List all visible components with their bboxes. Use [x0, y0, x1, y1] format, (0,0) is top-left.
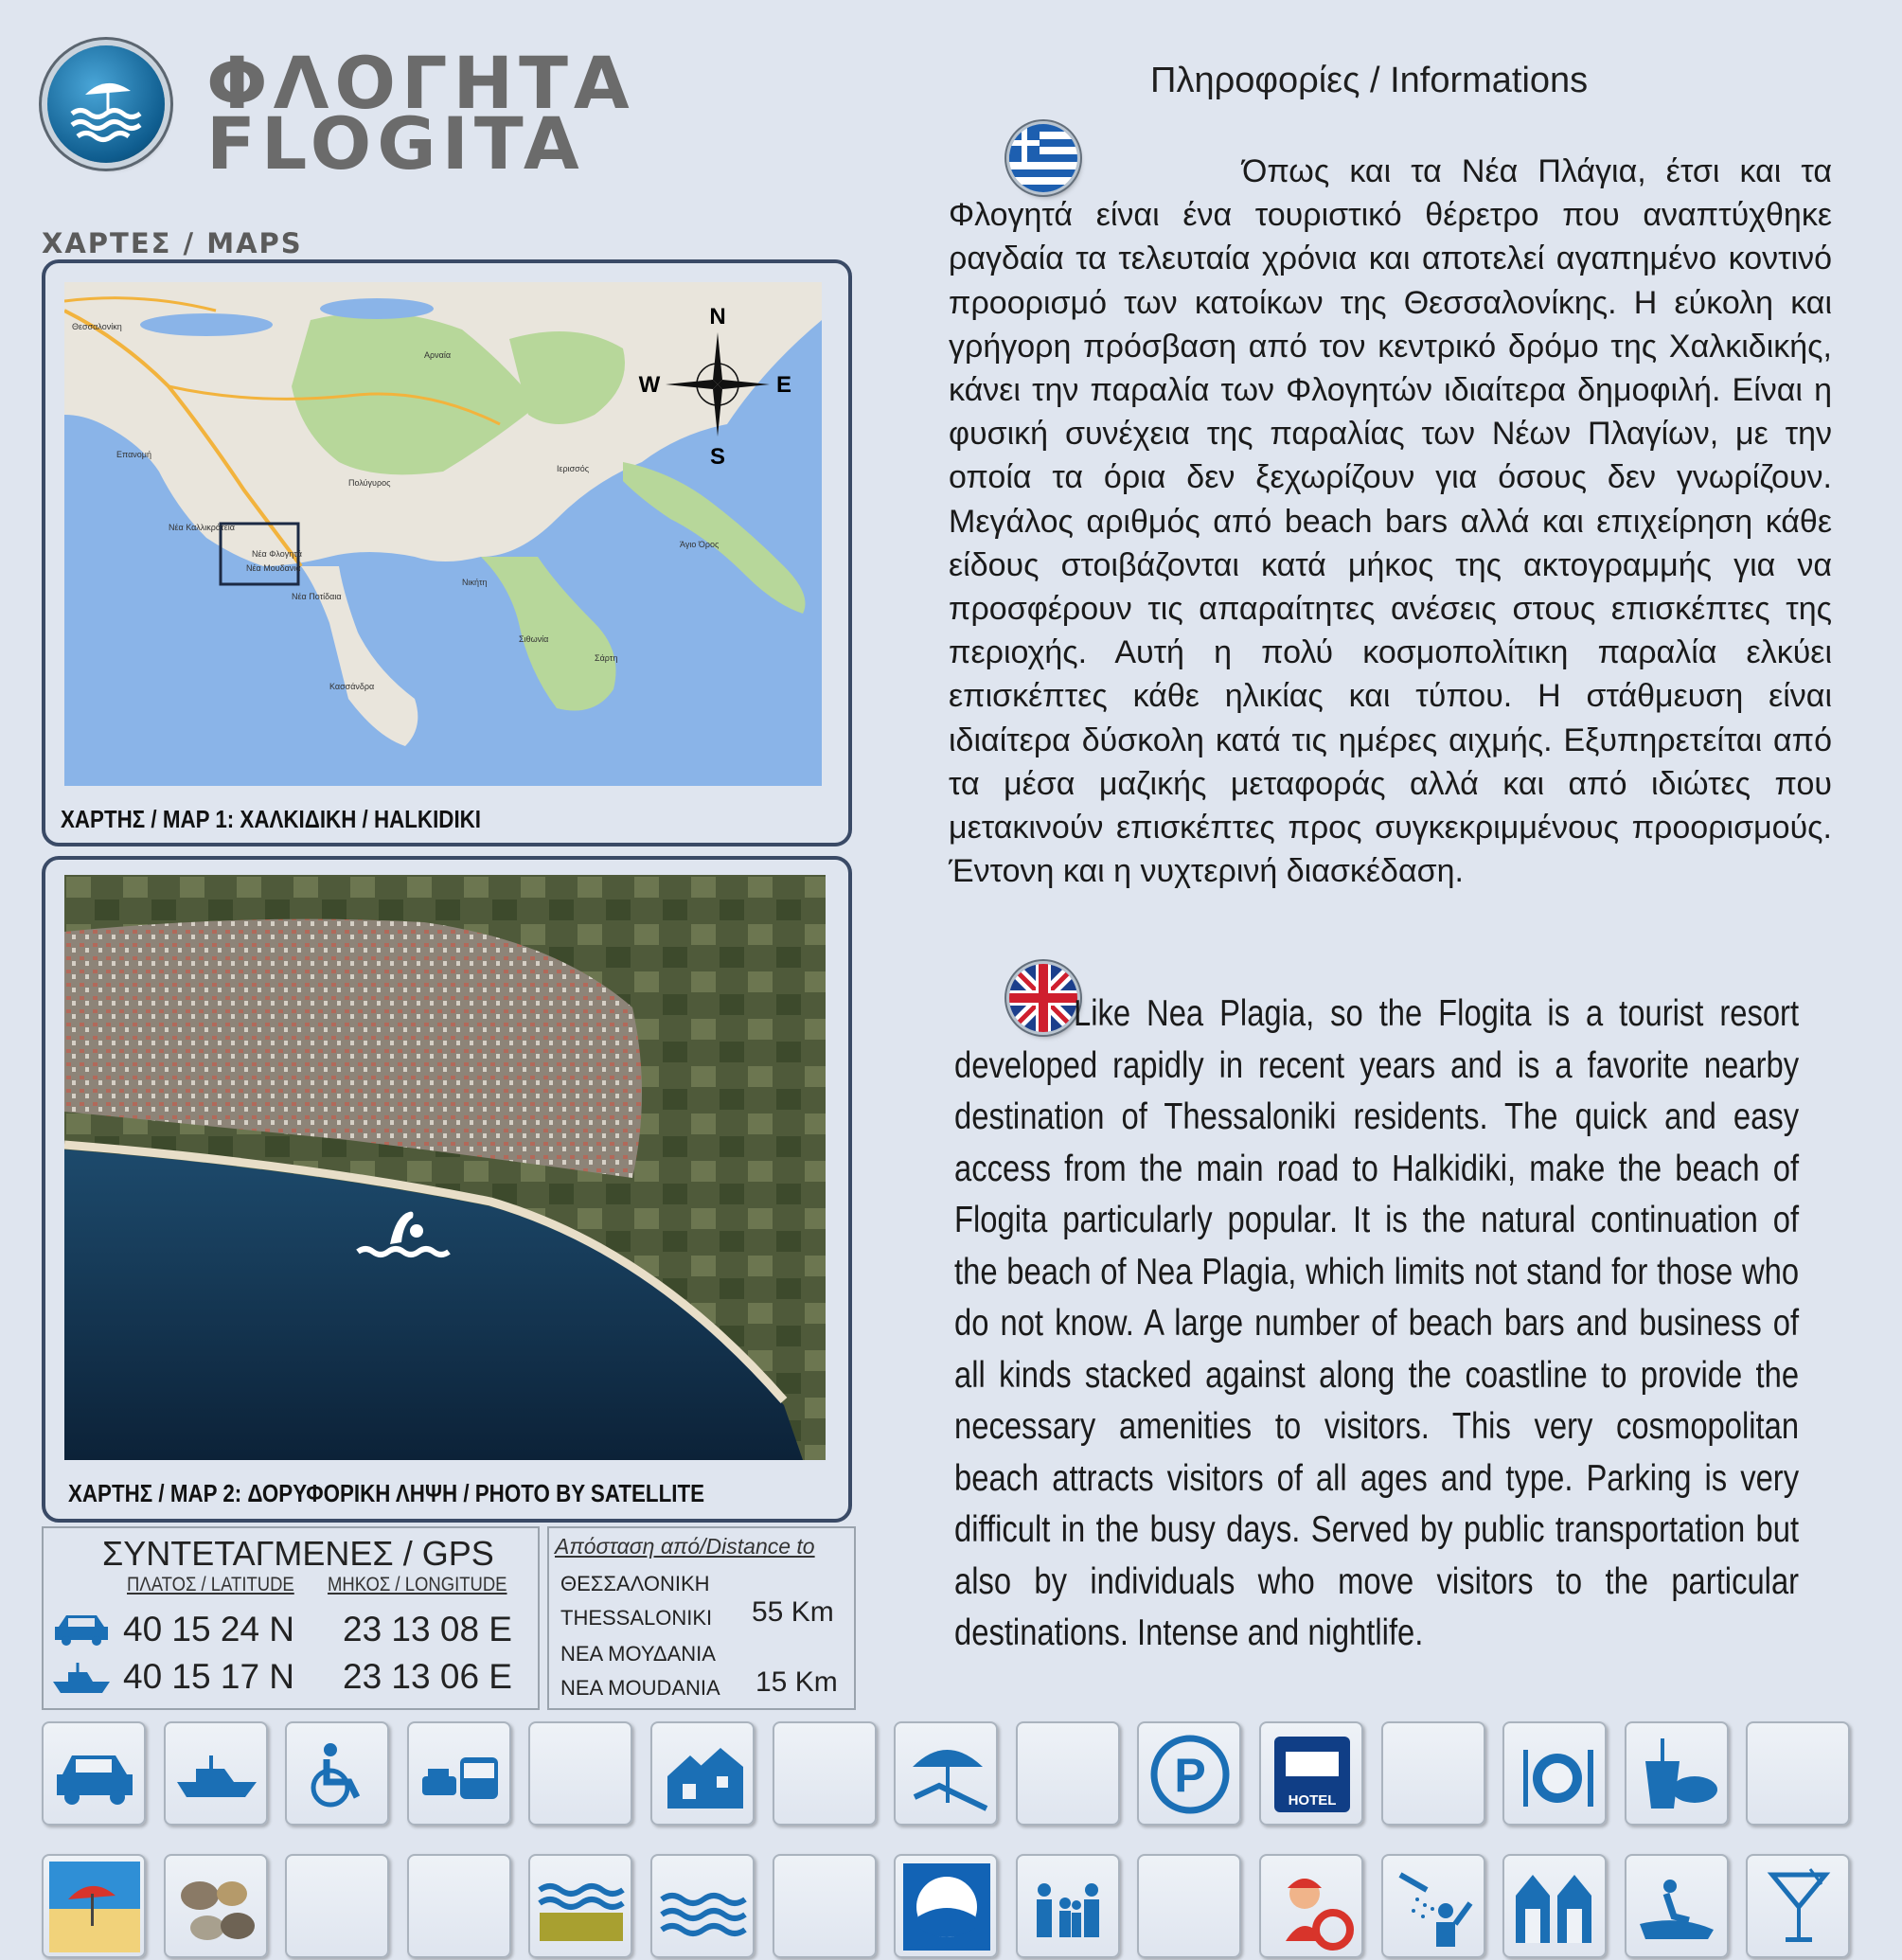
map1-panel [42, 259, 852, 846]
hotel-icon [1267, 1729, 1358, 1820]
jet-ski-tile [1625, 1854, 1729, 1958]
shower-tile [1381, 1854, 1485, 1958]
svg-text:P: P [1174, 1749, 1207, 1802]
shallow-water-icon [536, 1862, 627, 1952]
empty-tile [285, 1854, 389, 1958]
parking-tile [1137, 1721, 1241, 1826]
map-label: Νέα Καλλικράτεια [169, 523, 235, 532]
empty-tile [1137, 1854, 1241, 1958]
gps-title: ΣΥΝΤΕΤΑΓΜΕΝΕΣ / GPS [102, 1534, 494, 1573]
map-label: Σιθωνία [519, 634, 549, 644]
latitude-value-car: 40 15 24 N [123, 1610, 295, 1648]
car-icon [51, 1610, 112, 1648]
compass-e: E [775, 372, 792, 398]
cocktail-bar-tile [1746, 1854, 1850, 1958]
halkidiki-map[interactable] [64, 282, 822, 786]
longitude-label: ΜΗΚΟΣ / LONGITUDE [328, 1574, 507, 1595]
car-icon [49, 1729, 140, 1820]
distance-city-english: THESSALONIKI [560, 1606, 713, 1630]
empty-tile [1746, 1721, 1850, 1826]
longitude-value-car: 23 13 08 E [343, 1610, 512, 1648]
map-label: Επανομή [116, 450, 151, 459]
fast-food-tile [1625, 1721, 1729, 1826]
sandy-beach-icon [49, 1862, 140, 1952]
distance-city-greek: ΘΕΣΣΑΛΟΝΙΚΗ [560, 1572, 710, 1595]
umbrella-sunbed-icon [901, 1729, 992, 1820]
wheelchair-icon [293, 1729, 383, 1820]
parking-icon [1145, 1729, 1235, 1820]
lifeguard-icon [1267, 1862, 1358, 1952]
fast-food-icon [1632, 1729, 1723, 1820]
changing-cabins-tile [1502, 1854, 1607, 1958]
deep-water-icon [658, 1862, 749, 1952]
satellite-photo[interactable] [64, 875, 826, 1460]
shallow-water-tile [528, 1854, 632, 1958]
info-title: Πληροφορίες / Informations [1150, 61, 1589, 100]
map-label: Αρναία [424, 350, 452, 360]
greek-description: Όπως και τα Νέα Πλάγια, έτσι και τα Φλογητά είναι ένα τουριστικό θέρετρο που αναπτύχθηκε ραγδαία τα τελευταία χρόνια και αποτελεί αγαπημένο κοντινό προορισμό των κατοίκων της Θεσσαλονίκης. Η εύκολη και γρήγορη πρόσβαση από τον κεντρικό δρόμο της Χαλκιδικής, κάνει την παραλία των Φλογητών ιδιαίτερα δημοφιλή. Είναι η φυσική συνέχεια της παραλίας των Νέων Πλαγίων, με την οποία τα όρια δεν ξεχωρίζουν για όσους δεν γνωρίζουν. Μεγάλος αριθμός από beach bars αλλά και επιχείρηση κάθε είδους στοιβάζονται κατά μήκος της ακτογραμμής για να προσφέρουν τις απαραίτητες ανέσεις στους επισκέπτες της περιοχής. Αυτή η πολύ κοσμοπολίτικη παραλία ελκύει επισκέπτες κάθε ηλικίας και τύπου. Η στάθμευση είναι ιδιαίτερα δύσκολη κατά τις ημέρες αιχμής. Εξυπηρετείται από τα μέσα μαζικής μεταφοράς αλλά και από ιδιώτες που μετακινούν επισκέπτες προς συγκεκριμμένους προορισμούς. Έντονη και η νυχτερινή διασκέδαση. [949, 153, 1832, 890]
title-latin: FLOGITA [206, 101, 585, 186]
jet-ski-icon [1632, 1862, 1723, 1952]
map-label: Νικήτη [462, 578, 488, 587]
map2-caption: ΧΑΡΤΗΣ / MAP 2: ΔΟΡΥΦΟΡΙΚΗ ΛΗΨΗ / PHOTO BY SATELLITE [68, 1479, 705, 1507]
boat-tile [164, 1721, 268, 1826]
wheelchair-tile [285, 1721, 389, 1826]
boat-icon [171, 1729, 262, 1820]
logo-icon [47, 45, 165, 163]
map-label: Ιερισσός [557, 464, 590, 473]
umbrella-sunbed-tile [894, 1721, 998, 1826]
family-tile [1016, 1854, 1120, 1958]
empty-tile [407, 1854, 511, 1958]
empty-tile [1381, 1721, 1485, 1826]
map1-caption: ΧΑΡΤΗΣ / MAP 1: ΧΑΛΚΙΔΙΚΗ / HALKIDIKI [61, 805, 482, 833]
restaurant-tile [1502, 1721, 1607, 1826]
latitude-label: ΠΛΑΤΟΣ / LATITUDE [127, 1574, 294, 1595]
compass-n: N [709, 304, 726, 330]
svg-text:HOTEL: HOTEL [1288, 1792, 1337, 1809]
distance-km: 55 Km [752, 1596, 834, 1628]
boat-icon [51, 1659, 112, 1697]
pebbles-tile [164, 1854, 268, 1958]
taxi-bus-tile [407, 1721, 511, 1826]
blue-flag-icon [901, 1862, 992, 1952]
map-label: Νέα Φλογητά [252, 549, 302, 559]
shower-icon [1389, 1862, 1480, 1952]
car-tile [42, 1721, 146, 1826]
empty-tile [528, 1721, 632, 1826]
houses-tile [650, 1721, 755, 1826]
family-icon [1023, 1862, 1114, 1952]
pebbles-icon [171, 1862, 262, 1952]
latitude-value-boat: 40 15 17 N [123, 1657, 295, 1696]
distance-city-english: ΝΕΑ MOUDANIA [560, 1676, 720, 1700]
map-label: Άγιο Όρος [680, 540, 720, 549]
restaurant-icon [1510, 1729, 1601, 1820]
map-label: Νέα Ποτίδαια [292, 592, 342, 601]
title-greek: ΦΛΟΓΗΤΑ [206, 41, 635, 125]
houses-icon [658, 1729, 749, 1820]
distance-city-greek: ΝΕΑ ΜΟΥΔΑΝΙΑ [560, 1642, 716, 1666]
distance-km: 15 Km [755, 1666, 838, 1698]
changing-cabins-icon [1510, 1862, 1601, 1952]
map-label: Πολύγυρος [348, 478, 391, 488]
taxi-bus-icon [415, 1729, 506, 1820]
hotel-tile [1259, 1721, 1363, 1826]
map-label: Κασσάνδρα [329, 682, 375, 691]
cocktail-bar-icon [1753, 1862, 1844, 1952]
empty-tile [773, 1721, 877, 1826]
map-label: Νέα Μουδανιά [246, 563, 301, 573]
lifeguard-tile [1259, 1854, 1363, 1958]
compass-s: S [709, 444, 726, 470]
distance-heading: Απόσταση από/Distance to [555, 1534, 815, 1559]
maps-heading: ΧΑΡΤΕΣ / MAPS [42, 227, 303, 259]
map-label: Θεσσαλονίκη [72, 322, 122, 331]
english-description: Like Nea Plagia, so the Flogita is a tourist resort developed rapidly in recent years and is a favorite nearby destination of Thessaloniki residents. The quick and easy access from the main road to Halkidiki, make the beach of Flogita particularly popular. It is the natural continuation of the beach of Nea Plagia, which limits not stand for those who do not know. A large number of beach bars and business of all kinds stacked against along the coastline to provide the necessary amenities to visitors. This very cosmopolitan beach attracts visitors of all ages and type. Parking is very difficult in the busy days. Served by public transportation but also by individuals who move visitors to the particular destinations. Intense and nightlife. [954, 993, 1800, 1653]
blue-flag-tile [894, 1854, 998, 1958]
map2-panel [42, 856, 852, 1523]
map-label: Σάρτη [595, 653, 618, 663]
longitude-value-boat: 23 13 06 E [343, 1657, 512, 1696]
deep-water-tile [650, 1854, 755, 1958]
sandy-beach-tile [42, 1854, 146, 1958]
empty-tile [1016, 1721, 1120, 1826]
compass-w: W [638, 372, 661, 398]
empty-tile [773, 1854, 877, 1958]
